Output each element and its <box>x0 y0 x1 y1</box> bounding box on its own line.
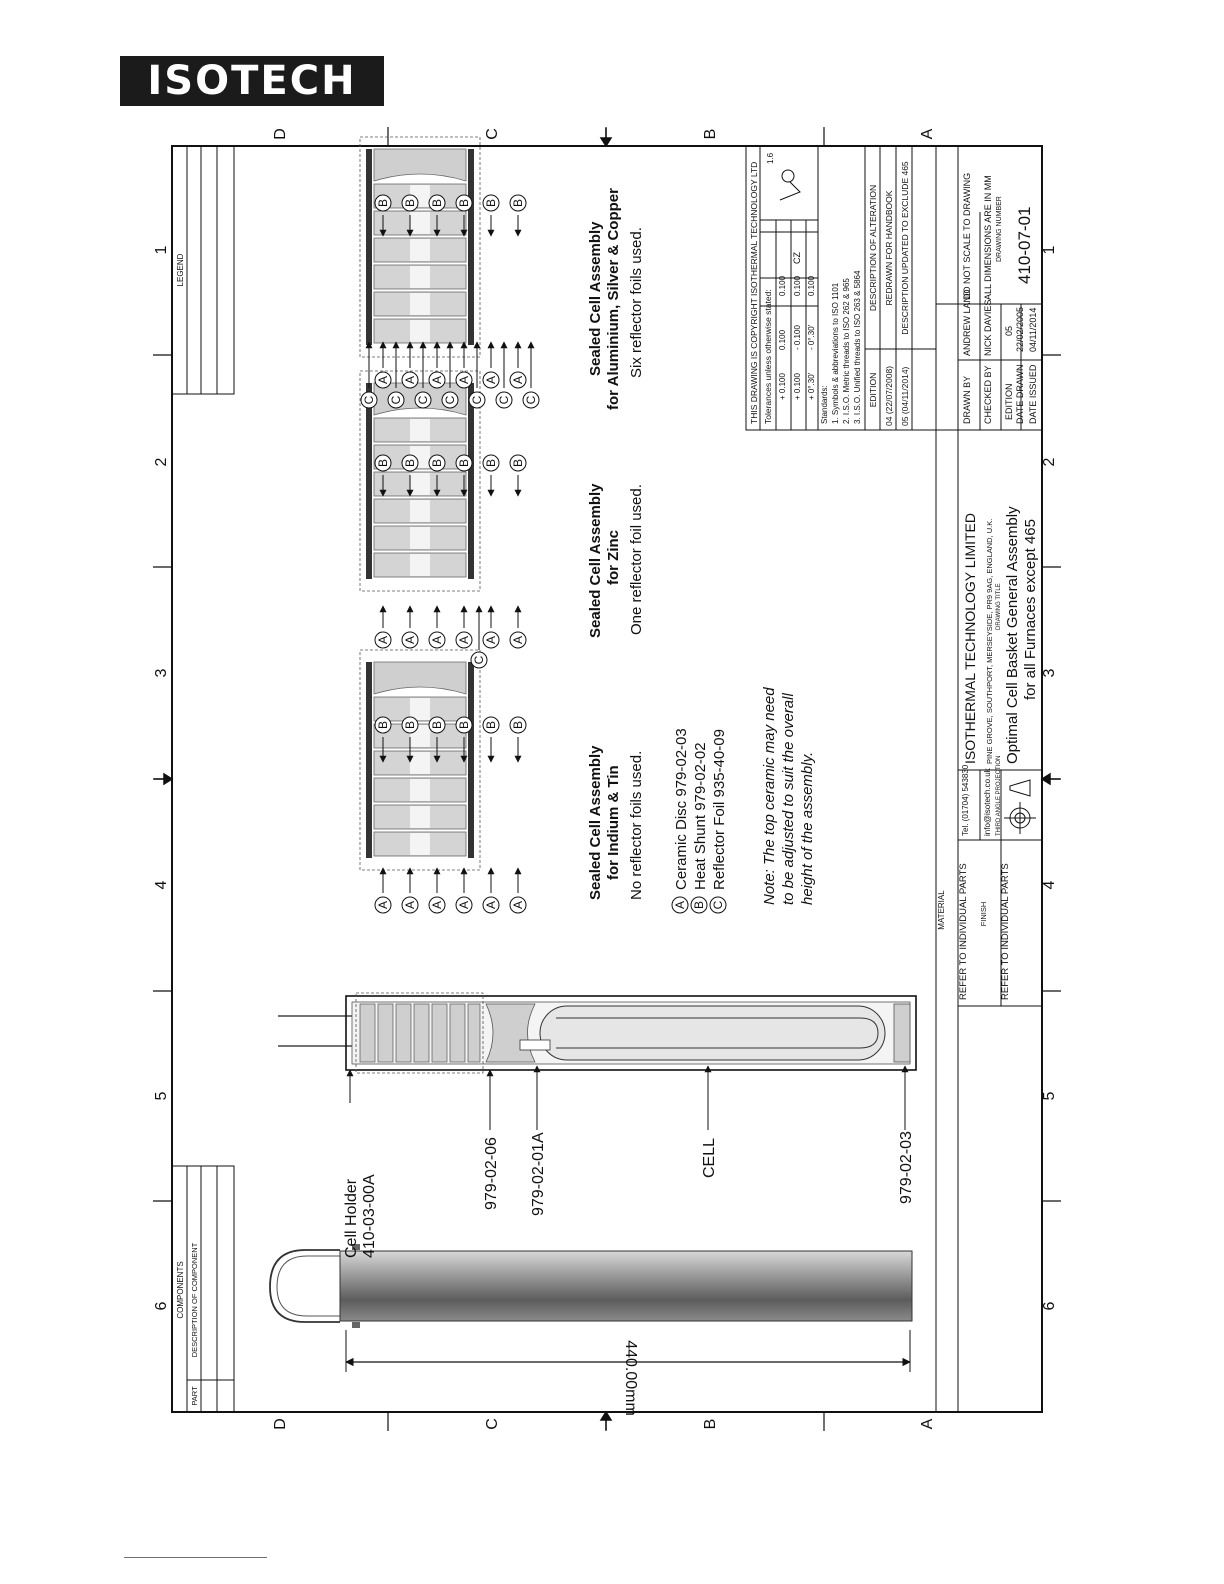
marker-c: C <box>389 395 403 405</box>
marker-b: B <box>403 720 417 730</box>
marker-a: A <box>457 900 471 910</box>
components-part-header: PART <box>190 1386 199 1406</box>
cz-label: CZ <box>792 252 802 264</box>
marker-b: B <box>430 458 444 468</box>
zone-number-right-1: 1 <box>1041 245 1058 255</box>
zone-number-right-5: 5 <box>1041 1091 1058 1101</box>
zone-letter-top-d: D <box>272 128 289 140</box>
checked-by-value: NICK DAVIES <box>983 299 993 356</box>
company-name: ISOTHERMAL TECHNOLOGY LIMITED <box>962 512 978 764</box>
alteration-2-edition: 05 (04/11/2014) <box>900 366 910 426</box>
zone-letter-bottom-d: D <box>272 1418 289 1430</box>
assembly-3-subtitle: for Aluminium, Silver & Copper <box>605 188 622 410</box>
zone-number-left-5: 5 <box>153 1091 170 1101</box>
marker-a: A <box>484 900 498 910</box>
key-marker-letter: C <box>711 900 725 910</box>
zone-letter-bottom-c: C <box>484 1418 501 1430</box>
tolerance-cell: + 0.100 <box>793 373 802 400</box>
marker-a: A <box>376 900 390 910</box>
marker-b: B <box>376 198 390 208</box>
zone-number-right-3: 3 <box>1041 668 1058 678</box>
assembly-note-line-2: to be adjusted to suit the overall <box>780 693 797 905</box>
tolerance-cell: 0.100 <box>778 275 787 296</box>
zone-number-right-6: 6 <box>1041 1301 1058 1311</box>
assembly-note-line-1: Note: The top ceramic may need <box>761 687 778 905</box>
edition-header: EDITION <box>868 372 878 408</box>
email: info@isotech.co.uk <box>983 768 992 836</box>
tolerance-cell: + 0°.30' <box>807 372 816 400</box>
marker-b: B <box>511 198 525 208</box>
key-marker-letter: A <box>673 900 687 910</box>
alteration-2-description: DESCRIPTION UPDATED TO EXCLUDE 465 <box>900 161 910 335</box>
marker-a: A <box>403 635 417 645</box>
marker-a: A <box>457 375 471 385</box>
tolerances-label: Tolerances unless otherwise stated: <box>763 289 773 424</box>
assembly-note-line-3: height of the assembly. <box>799 751 816 905</box>
assembly-2-subtitle: for Zinc <box>605 530 622 585</box>
assembly-1-title: Sealed Cell Assembly <box>587 745 604 900</box>
material-value: REFER TO INDIVIDUAL PARTS <box>958 863 969 1000</box>
zone-number-left-2: 2 <box>153 457 170 467</box>
marker-b: B <box>511 720 525 730</box>
basket-section-view <box>278 993 916 1073</box>
zone-number-left-1: 1 <box>153 245 170 255</box>
assembly-2-note: One reflector foil used. <box>628 484 645 635</box>
assembly-3-title: Sealed Cell Assembly <box>587 221 604 376</box>
marker-b: B <box>484 198 498 208</box>
marker-b: B <box>457 198 471 208</box>
date-drawn-label: DATE DRAWN <box>1015 364 1025 424</box>
marker-b: B <box>403 458 417 468</box>
marker-c: C <box>416 395 430 405</box>
date-issued-label: DATE ISSUED <box>1028 364 1038 424</box>
zone-letter-bottom-b: B <box>702 1418 719 1430</box>
dimensions-note: ALL DIMENSIONS ARE IN MM <box>983 175 993 300</box>
marker-a: A <box>376 635 390 645</box>
zone-letter-top-c: C <box>484 128 501 140</box>
marker-a: A <box>403 900 417 910</box>
dimension-length-label: 440.00mm <box>622 1340 639 1416</box>
standard-2: 2. I.S.O. Metric threads to ISO 262 & 965 <box>842 278 851 424</box>
marker-c: C <box>470 395 484 405</box>
telephone: Tel. (01704) 543830 <box>961 764 970 836</box>
label-cell-holder: Cell Holder <box>343 1178 360 1258</box>
assembly-1-note: No reflector foils used. <box>628 750 645 900</box>
marker-b: B <box>457 720 471 730</box>
marker-c: C <box>472 655 486 665</box>
label-cell-holder-number: 410-03-00A <box>361 1174 378 1258</box>
projection-label: THIRD ANGLE PROJECTION <box>996 755 1002 836</box>
assembly-3-note: Six reflector foils used. <box>628 227 645 378</box>
zone-number-right-4: 4 <box>1041 880 1058 890</box>
marker-b: B <box>484 458 498 468</box>
zone-number-left-6: 6 <box>153 1301 170 1311</box>
marker-a: A <box>457 635 471 645</box>
date-drawn-value: 22/02/2005 <box>1015 306 1025 352</box>
key-marker-letter: B <box>692 900 706 910</box>
marker-a: A <box>403 375 417 385</box>
zone-number-left-4: 4 <box>153 880 170 890</box>
assembly-aluminium-silver-copper <box>360 137 480 357</box>
drawn-by-value: ANDREW LAND <box>962 289 972 356</box>
drawn-by-label: DRAWN BY <box>962 375 972 424</box>
key-item-text: Reflector Foil 935-40-09 <box>711 729 728 890</box>
finish-label: FINISH <box>979 901 988 927</box>
roughness-value: 1.6 <box>766 152 775 164</box>
label-979-02-03: 979-02-03 <box>898 1131 915 1204</box>
marker-b: B <box>376 720 390 730</box>
scale-note: DO NOT SCALE TO DRAWING <box>962 172 972 300</box>
edition-value: 05 <box>1004 325 1014 336</box>
components-title: COMPONENTS <box>176 1261 185 1319</box>
label-cell: CELL <box>701 1137 718 1178</box>
marker-b: B <box>376 458 390 468</box>
component-key <box>672 728 728 913</box>
assembly-2-title: Sealed Cell Assembly <box>587 483 604 638</box>
standard-1: 1. Symbols & abbreviations to ISO 1101 <box>831 282 840 424</box>
copyright-text: THIS DRAWING IS COPYRIGHT ISOTHERMAL TECHNOLOGY LTD <box>749 161 759 424</box>
legend-title: LEGEND <box>176 253 185 287</box>
marker-c: C <box>524 395 538 405</box>
marker-a: A <box>430 375 444 385</box>
date-issued-value: 04/11/2014 <box>1028 307 1038 352</box>
alteration-header: DESCRIPTION OF ALTERATION <box>868 184 878 312</box>
tolerance-cell: 0.100 <box>793 275 802 296</box>
marker-a: A <box>376 375 390 385</box>
company-address: PINE GROVE, SOUTHPORT, MERSEYSIDE, PR9 9AG, ENGLAND, U.K. <box>985 518 994 764</box>
drawing-title-label: DRAWING TITLE <box>996 583 1002 630</box>
marker-a: A <box>484 635 498 645</box>
edition-label: EDITION <box>1004 383 1014 420</box>
standard-3: 3. I.S.O. Unified threads to ISO 263 & 5864 <box>853 270 862 424</box>
standards-label: Standards: <box>820 385 829 424</box>
drawing-title-line-2: for all Furnaces except 465 <box>1022 519 1039 700</box>
checked-by-label: CHECKED BY <box>983 365 993 424</box>
marker-a: A <box>430 635 444 645</box>
marker-a: A <box>511 635 525 645</box>
drawing-number-label: DRAWING NUMBER <box>996 196 1003 262</box>
marker-b: B <box>511 458 525 468</box>
marker-c: C <box>497 395 511 405</box>
marker-b: B <box>430 720 444 730</box>
zone-letter-top-a: A <box>919 128 936 140</box>
key-item-text: Ceramic Disc 979-02-03 <box>673 728 690 890</box>
material-label: MATERIAL <box>937 890 946 930</box>
marker-b: B <box>457 458 471 468</box>
zone-number-right-2: 2 <box>1041 457 1058 467</box>
marker-b: B <box>484 720 498 730</box>
components-description-header: DESCRIPTION OF COMPONENT <box>190 1242 199 1358</box>
marker-c: C <box>443 395 457 405</box>
surface-roughness-symbol <box>780 170 800 200</box>
zone-letter-bottom-a: A <box>919 1418 936 1430</box>
tolerance-cell: - 0°.30' <box>807 324 816 350</box>
footer-line <box>124 1557 267 1558</box>
label-979-02-01a: 979-02-01A <box>530 1132 547 1216</box>
alteration-1-description: REDRAWN FOR HANDBOOK <box>884 190 894 306</box>
drawing-title-line-1: Optimal Cell Basket General Assembly <box>1004 506 1021 764</box>
tolerance-cell: - 0.100 <box>793 325 802 350</box>
marker-a: A <box>511 375 525 385</box>
marker-b: B <box>430 198 444 208</box>
marker-a: A <box>430 900 444 910</box>
key-item-text: Heat Shunt 979-02-02 <box>692 742 709 890</box>
zone-letter-top-b: B <box>702 128 719 140</box>
marker-a: A <box>484 375 498 385</box>
label-979-02-06: 979-02-06 <box>483 1137 500 1210</box>
tolerance-cell: 0.100 <box>778 329 787 350</box>
marker-b: B <box>403 198 417 208</box>
finish-value: REFER TO INDIVIDUAL PARTS <box>1000 863 1011 1000</box>
alteration-1-edition: 04 (22/07/2008) <box>884 365 894 426</box>
marker-c: C <box>362 395 376 405</box>
assembly-1-subtitle: for Indium & Tin <box>605 765 622 880</box>
drawing-number-value: 410-07-01 <box>1015 206 1034 284</box>
assembly-indium-tin <box>360 650 480 870</box>
third-angle-projection-icon <box>1004 780 1036 834</box>
zone-number-left-3: 3 <box>153 668 170 678</box>
marker-a: A <box>511 900 525 910</box>
logo-text: ISOTECH <box>147 58 357 104</box>
tolerance-cell: + 0.100 <box>778 373 787 400</box>
tolerance-cell: 0.100 <box>807 275 816 296</box>
